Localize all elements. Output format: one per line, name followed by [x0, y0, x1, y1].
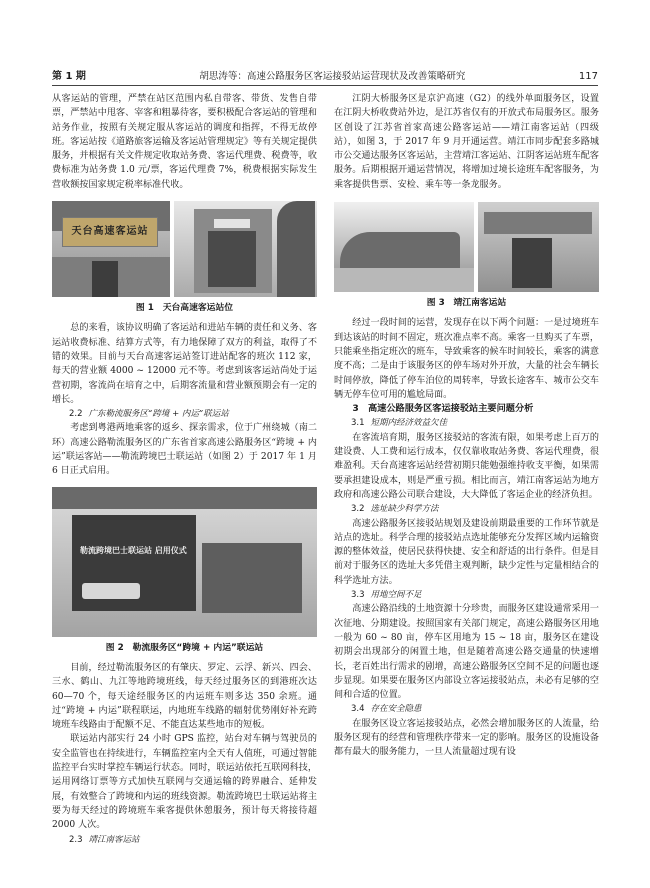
- paragraph: 高速公路沿线的土地资源十分珍贵，而服务区建设通常采用一次征地、分期建设。按照国家有关部门规定，高速公路服务区用地一般为 60 ~ 80 亩，停车区用地为 15 ~ 18 亩，服务区在建设初期会出现部分的闲置土地，但是随着高速公路交通量的快速增长，老百姓出行需求的剧增，高速公路服务区空间不足的问题也逐步显现。如果要在服务区内部设立客运接驳站点，未必有足够的空间和合适的位置。: [334, 604, 599, 701]
- subsection-heading: 3.1 短期内经济效益欠佳: [351, 418, 448, 429]
- paragraph: 经过一段时间的运营，发现存在以下两个问题：一是过境班车到达该站的时间不固定，班次准点率不高。乘客一旦购买了车票，只能乘坐指定班次的班车，导致乘客的候车时间较长，乘客的满意度不高；二是由于该服务区的停车场对外开放，大量的社会车辆长时间停放，降低了停车泊位的周转率，导致长途客车、城市公交车辆无停车位可用的尴尬局面。: [334, 318, 599, 400]
- figure-caption: 图 3 靖江南客运站: [426, 298, 507, 309]
- subsection-heading: 2.2 广东勒流服务区“跨境 + 内运”联运站: [69, 409, 229, 420]
- paragraph: 目前，经过勒流服务区的有肇庆、罗定、云浮、新兴、四会、三水、鹤山、九江等地跨境班线，每天经过服务区的到港班次达 60—70 个，每天途经服务区的内运班车则多达 350 余班。通过“跨境 + 内运”联程联运，内地班车线路的辐射优势刚好补充跨境班车线路由于配额不足、不能直达某些地市的短板。: [52, 662, 317, 731]
- running-header: [52, 64, 598, 86]
- paragraph: 在服务区设立客运接驳站点，必然会增加服务区的人流量，给服务区现有的经营和管理秩序带来一定的影响。服务区的设施设备都有最大的服务能力，一旦人流量超过现有设: [334, 718, 599, 758]
- section-heading: 3 高速公路服务区客运接驳站主要问题分析: [352, 403, 534, 415]
- subsection-heading: 2.3 靖江南客运站: [69, 834, 140, 845]
- right-column: [334, 92, 599, 760]
- figure-2-photo: [52, 487, 317, 637]
- subsection-heading: 3.4 存在安全隐患: [351, 704, 422, 715]
- paragraph: 从客运站的管理，严禁在站区范围内私自带客、带货、发售自带票，严禁站中甩客、宰客和粗暴待客，要积极配合客运站的管理和站务作业，按照有关规定服从客运站的调度和指挥，不得无故停班。客运站按《道路旅客运输及客运站管理规定》等有关规定提供服务，并根据有关文件规定收取站务费、客运代理费、税费等，收费标准为站务费 1.0 元/票，客运代理费 7%，税费根据实际发生营收额按国家规定税率标准代收。: [52, 94, 317, 190]
- paragraph: 总的来看，该协议明确了客运站和进站车辆的责任和义务、客运站收费标准、结算方式等，有力地保障了双方的利益，取得了不错的效果。目前与天台高速客运站签订进站配客的班次 112 家，每天的营业额 4000 ~ 12000 元不等。考虑到该客运站尚处于运营初期，客流尚在培育之中，后期客流量和营业额预期会有一定的增长。: [52, 323, 317, 405]
- station-building-photo: [334, 202, 474, 292]
- issue-label: 第 1 期: [52, 71, 86, 82]
- station-interior-photo: [478, 202, 599, 292]
- figure-caption: 图 2 勒流服务区“跨境 + 内运”联运站: [105, 642, 264, 653]
- left-column: [52, 92, 317, 847]
- subsection-heading: 3.3 用地空间不足: [351, 590, 422, 601]
- paragraph: 在客流培育期，服务区接驳站的客流有限，如果考虑上百万的建设费、人工费和运行成本，仅仅靠收取站务费、客运代理费，很难盈利。天台高速客运站经营初期只能勉强维持收支平衡，如果需要承担建设成本，则是严重亏损。相比而言，靖江南客运站为地方政府和高速公路公司联合建设，大大降低了客运企业的经济负担。: [334, 432, 599, 500]
- paragraph: 江阴大桥服务区是京沪高速（G2）的线外单面服务区，设置在江阴大桥收费站外边，是江苏省仅有的开放式布局服务区。服务区创设了江苏省首家高速公路客运站——靖江南客运站（四级站），如图 3，于 2017 年 9 月开通运营。靖江市同步配套多路城市公交通达服务区客运站，主营靖江客运站、江阴客运站班车配客服务。后期根据开通运营情况，将增加过境长途班车配客服务，为乘客提供售票、安检、乘车等一条龙服务。: [334, 94, 599, 190]
- paragraph: 考虑到粤港两地乘客的返乡、探亲需求，位于广州绕城（南二环）高速公路勒流服务区的广东省首家高速公路服务区“跨境 + 内运”联运客站——勒流跨境巴士联运站（如图 2）于 2017 年 1 月 6 日正式启用。: [52, 423, 317, 477]
- figure-3: [334, 202, 599, 292]
- running-title: 胡思涛等：高速公路服务区客运接驳站运营现状及改善策略研究: [199, 71, 466, 82]
- figure-1: [52, 201, 317, 297]
- paragraph: 高速公路服务区接驳站规划及建设前期最重要的工作环节就是站点的选址。科学合理的接驳站点选址能够充分发挥区域内运输资源的整体效益，使居民获得快捷、安全和舒适的出行条件。但是目前对于服务区的选址大多凭借主观判断，缺少定性与定量相结合的科学选址方法。: [334, 518, 599, 586]
- figure-caption: 图 1 天台高速客运站位: [135, 303, 234, 314]
- station-photo-entrance: [174, 201, 317, 297]
- ceremony-board: [72, 515, 196, 611]
- station-sign: 天台高速客运站: [62, 217, 158, 247]
- page-number: 117: [578, 71, 598, 82]
- board-text: 勒流跨境巴士联运站 启用仪式: [80, 544, 187, 555]
- subsection-heading: 3.2 选址缺少科学方法: [351, 504, 439, 515]
- station-photo-exterior: [52, 201, 170, 297]
- paragraph: 联运站内部实行 24 小时 GPS 监控，站台对车辆与驾驶员的安全监管也在持续进行，车辆监控室内全天有人值班，可通过智能监控平台实时掌控车辆运行状态。同时，联运站依托互联网科技，运用网络订票等方式加快互联网与交通运输的跨界融合、延伸发展，有效整合了跨境和内运的班线资源。勒流跨境巴士联运站将主要为每天经过的跨境班车乘客提供休憩服务，预计每天将接待超 2000 人次。: [52, 734, 317, 831]
